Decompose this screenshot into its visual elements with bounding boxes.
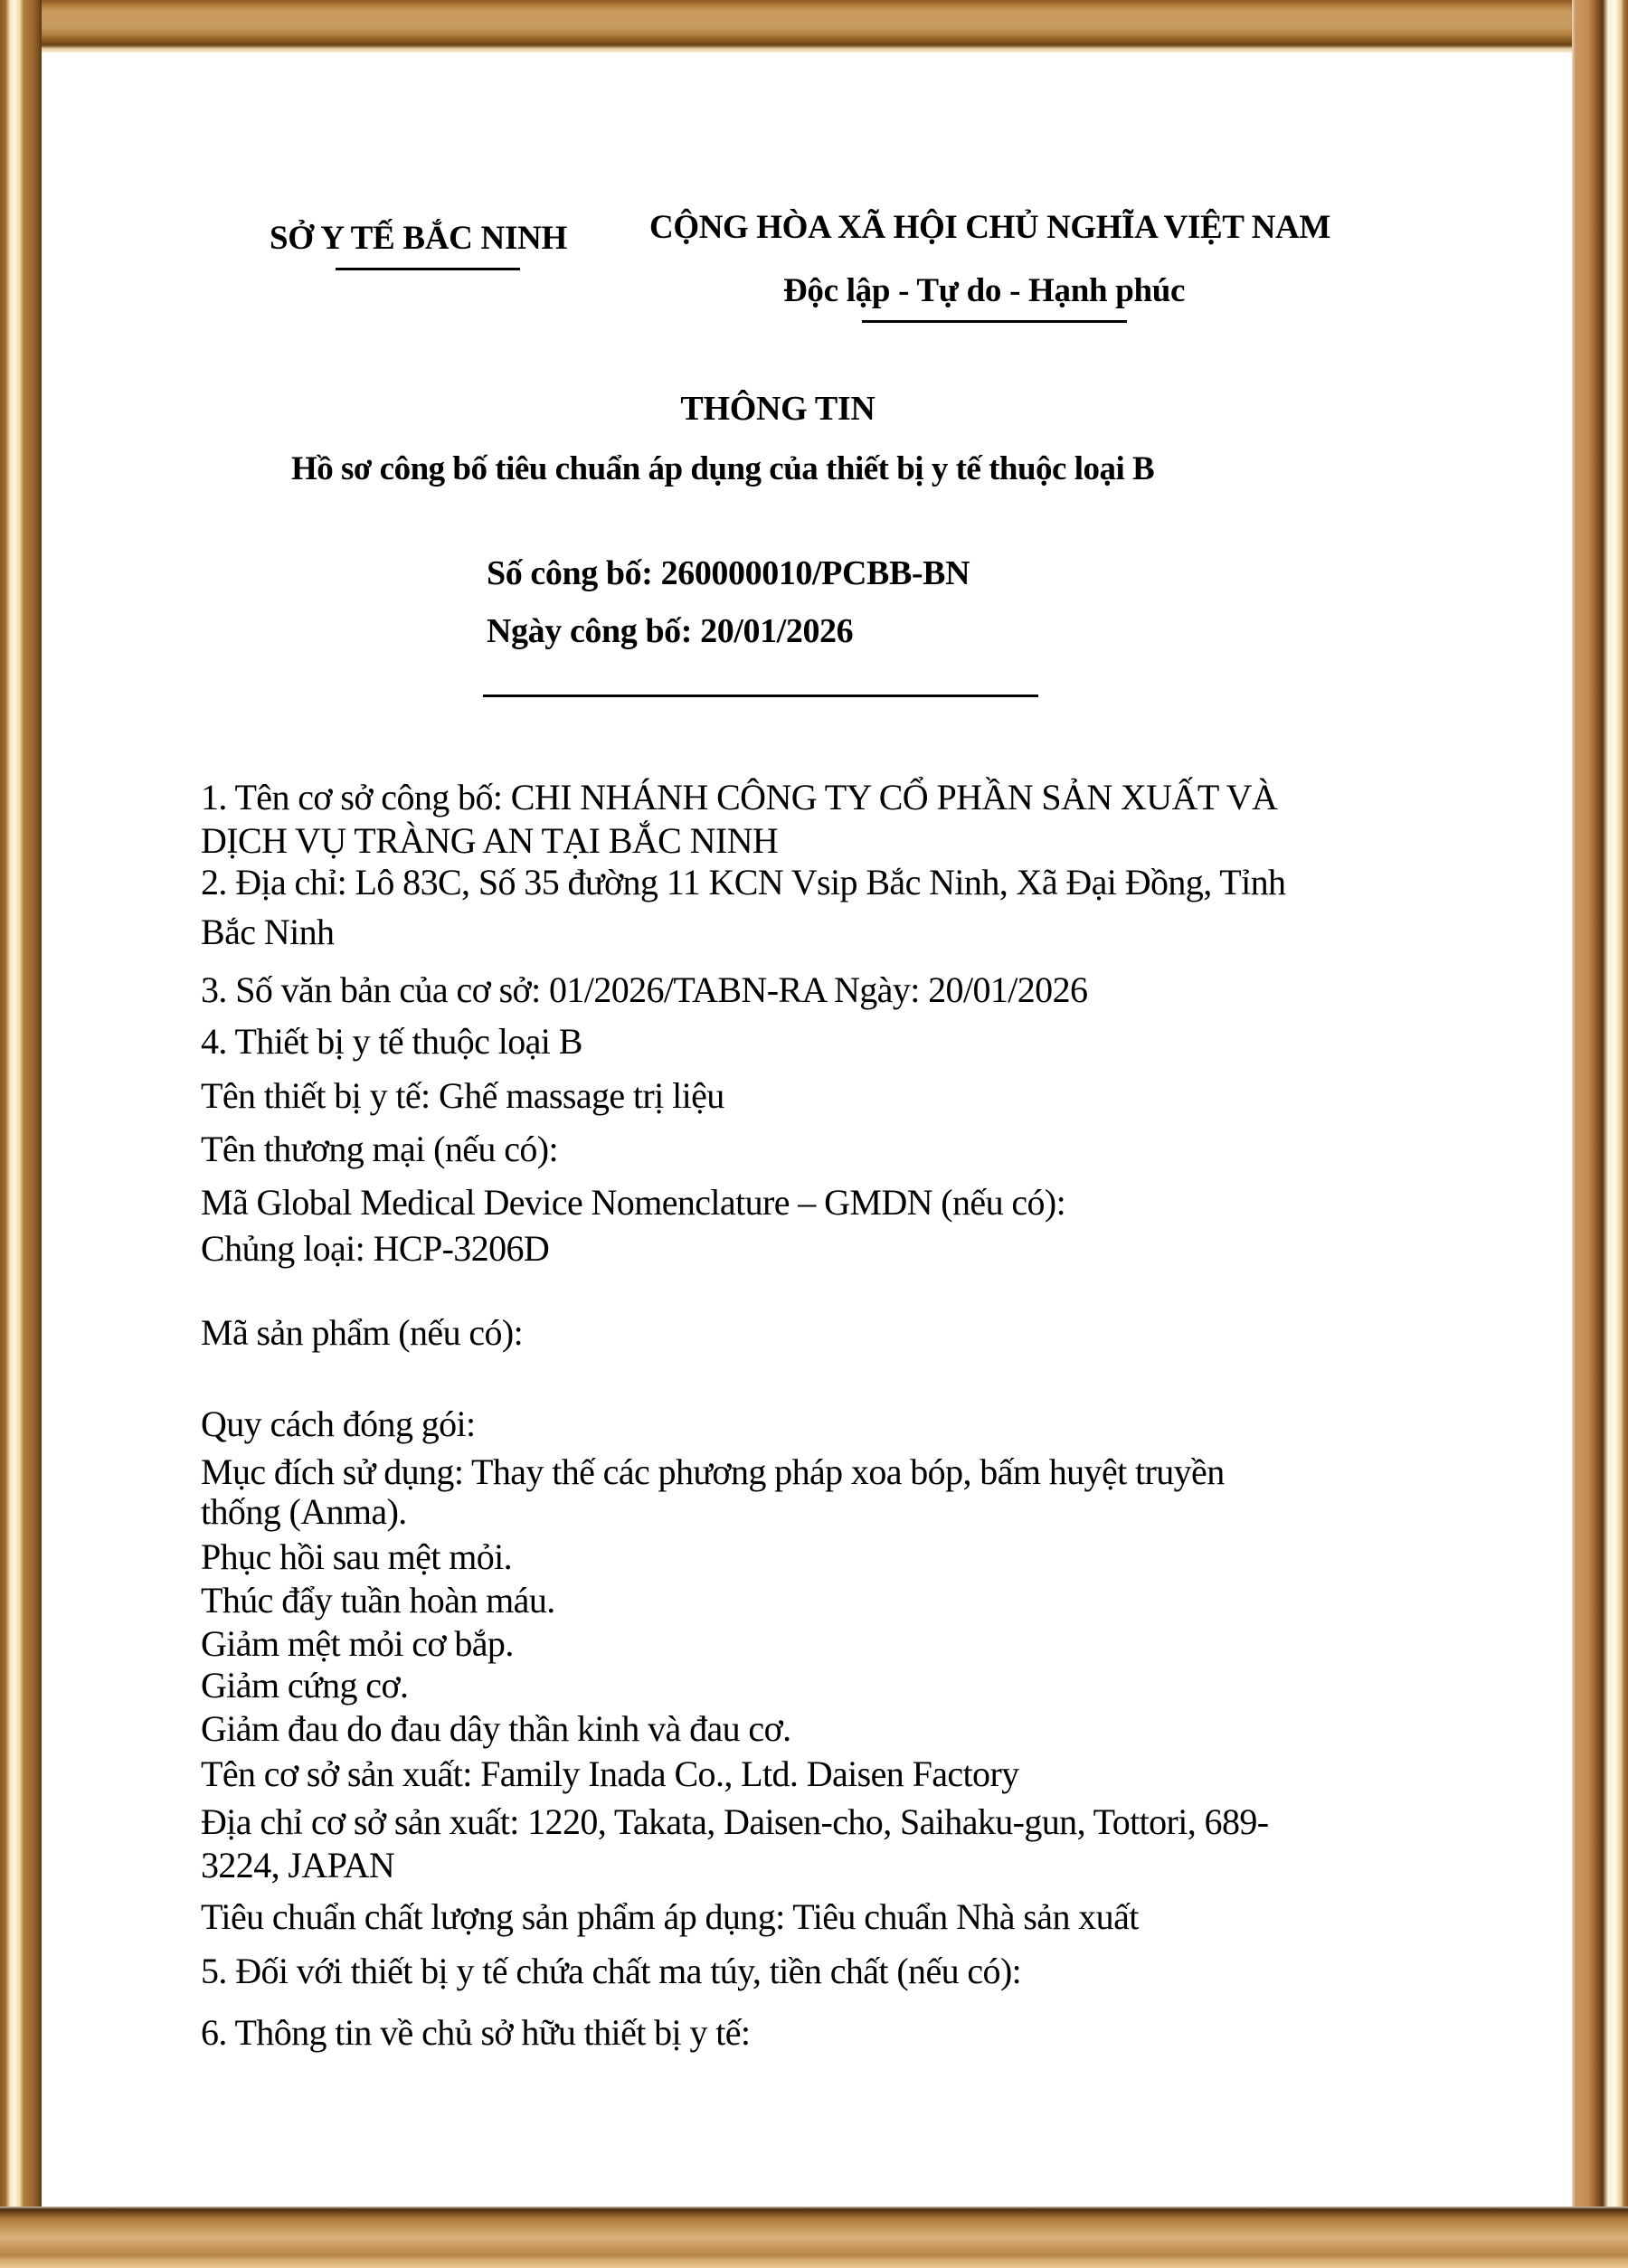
national-motto: Độc lập - Tự do - Hạnh phúc — [783, 272, 1186, 309]
item-2-address-cont: Bắc Ninh — [201, 912, 335, 952]
publication-date-label: Ngày công bố: — [487, 612, 701, 650]
document-title-text: THÔNG TIN — [680, 390, 876, 428]
quality-standard: Tiêu chuẩn chất lượng sản phẩm áp dụng: Tiêu chuẩn Nhà sản xuất — [201, 1896, 1139, 1937]
publication-date — [487, 611, 853, 651]
publication-number-value: 260000010/PCBB-BN — [660, 554, 970, 592]
device-type: Chủng loại: HCP-3206D — [201, 1228, 550, 1269]
item-3-document-number: 3. Số văn bản của cơ sở: 01/2026/TABN-RA Ngày: 20/01/2026 — [201, 969, 1088, 1010]
packaging-spec: Quy cách đóng gói: — [201, 1403, 476, 1444]
item-2-address: 2. Địa chỉ: Lô 83C, Số 35 đường 11 KCN Vsip Bắc Ninh, Xã Đại Đồng, Tỉnh — [201, 862, 1286, 902]
use-pain-relief: Giảm đau do đau dây thần kinh và đau cơ. — [201, 1708, 791, 1749]
publication-date-value: 20/01/2026 — [700, 612, 854, 650]
document-title — [0, 389, 1574, 429]
use-muscle-fatigue: Giảm mệt mỏi cơ bắp. — [201, 1623, 514, 1664]
agency-underline — [336, 268, 520, 270]
item-4-device-class: 4. Thiết bị y tế thuộc loại B — [201, 1021, 582, 1062]
document-subtitle: Hồ sơ công bố tiêu chuẩn áp dụng của thiết bị y tế thuộc loại B — [291, 450, 1155, 487]
product-code: Mã sản phẩm (nếu có): — [201, 1312, 524, 1353]
agency-name: SỞ Y TẾ BẮC NINH — [270, 220, 567, 257]
manufacturer-address: Địa chỉ cơ sở sản xuất: 1220, Takata, Daisen-cho, Saihaku-gun, Tottori, 689- — [201, 1801, 1269, 1842]
publication-number-label: Số công bố: — [487, 554, 661, 592]
publication-number — [487, 553, 970, 593]
gmdn-code: Mã Global Medical Device Nomenclature – GMDN (nếu có): — [201, 1182, 1066, 1223]
motto-underline — [862, 320, 1127, 323]
use-muscle-stiffness: Giảm cứng cơ. — [201, 1665, 409, 1706]
frame-bottom — [0, 2207, 1628, 2268]
section-divider — [483, 695, 1038, 697]
use-circulation: Thúc đẩy tuần hoàn máu. — [201, 1580, 555, 1621]
item-1-publisher-name: 1. Tên cơ sở công bố: CHI NHÁNH CÔNG TY CỔ PHẦN SẢN XUẤT VÀ — [201, 777, 1278, 817]
device-name: Tên thiết bị y tế: Ghế massage trị liệu — [201, 1075, 724, 1116]
manufacturer-address-cont: 3224, JAPAN — [201, 1845, 395, 1885]
manufacturer-name: Tên cơ sở sản xuất: Family Inada Co., Ltd. Daisen Factory — [201, 1753, 1019, 1794]
item-6-owner-info: 6. Thông tin về chủ sở hữu thiết bị y tế: — [201, 2012, 751, 2053]
frame-top — [0, 0, 1628, 52]
intended-use: Mục đích sử dụng: Thay thế các phương pháp xoa bóp, bấm huyệt truyền — [201, 1451, 1225, 1492]
intended-use-cont: thống (Anma). — [201, 1491, 407, 1532]
nation-name: CỘNG HÒA XÃ HỘI CHỦ NGHĨA VIỆT NAM — [649, 209, 1330, 246]
item-5-narcotics: 5. Đối với thiết bị y tế chứa chất ma túy, tiền chất (nếu có): — [201, 1951, 1022, 1991]
trade-name: Tên thương mại (nếu có): — [201, 1129, 558, 1169]
frame-left — [0, 0, 42, 2268]
use-fatigue-recovery: Phục hồi sau mệt mỏi. — [201, 1536, 513, 1577]
item-1-publisher-name-cont: DỊCH VỤ TRÀNG AN TẠI BẮC NINH — [201, 820, 779, 861]
frame-right — [1572, 0, 1628, 2268]
